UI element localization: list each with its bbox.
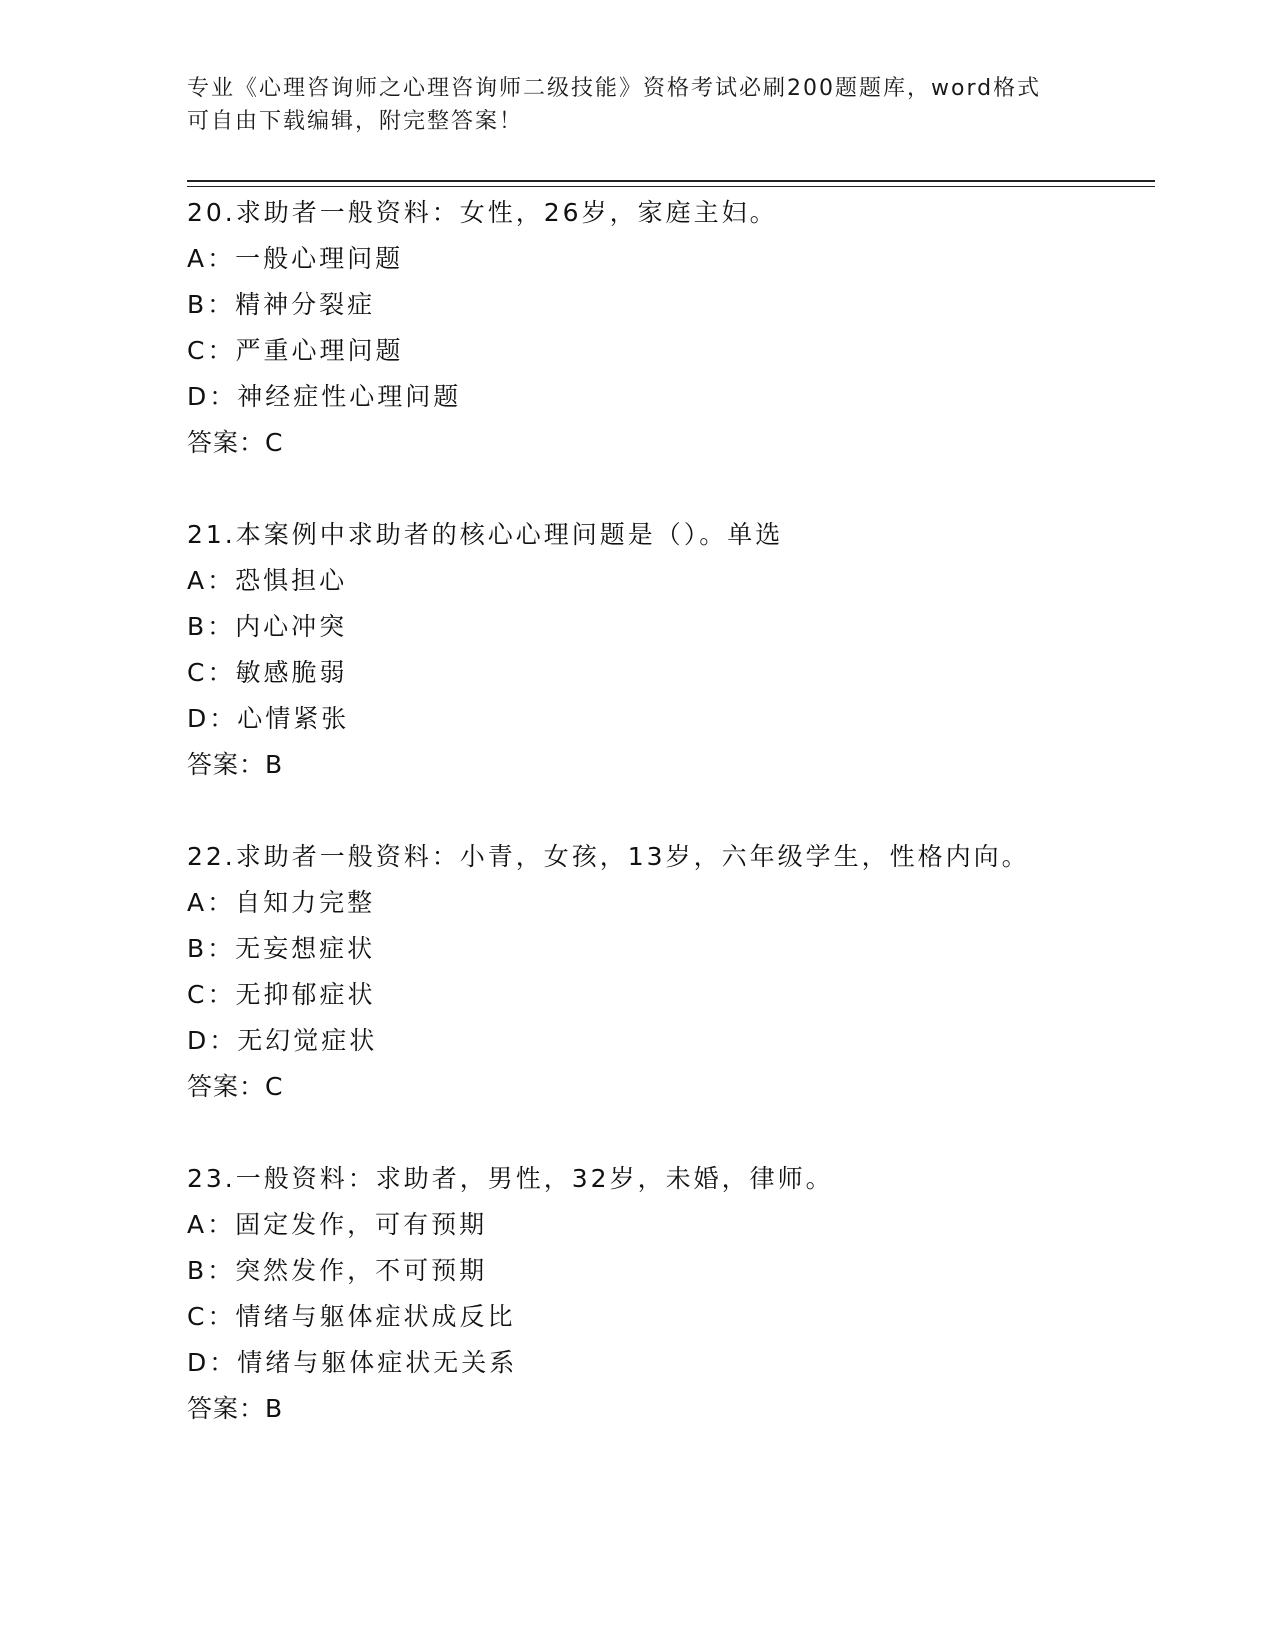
option-a: A：恐惧担心 xyxy=(187,566,348,595)
option-c: C：敏感脆弱 xyxy=(187,658,348,687)
option-d: D：心情紧张 xyxy=(187,704,350,733)
question-block xyxy=(187,1156,1147,1432)
question-title: 20.求助者一般资料：女性，26岁，家庭主妇。 xyxy=(187,198,778,227)
option-b: B：精神分裂症 xyxy=(187,290,376,319)
option-c: C：情绪与躯体症状成反比 xyxy=(187,1302,516,1331)
header-divider-thin xyxy=(187,186,1155,187)
question-spacer xyxy=(187,466,1147,512)
option-a: A：固定发作，可有预期 xyxy=(187,1210,488,1239)
answer-line: 答案：B xyxy=(187,750,284,779)
header-line-2: 可自由下载编辑，附完整答案！ xyxy=(187,109,524,134)
option-b: B：内心冲突 xyxy=(187,612,348,641)
option-c: C：无抑郁症状 xyxy=(187,980,376,1009)
option-d: D：神经症性心理问题 xyxy=(187,382,462,411)
question-block xyxy=(187,190,1147,466)
option-c: C：严重心理问题 xyxy=(187,336,404,365)
answer-line: 答案：C xyxy=(187,1072,284,1101)
option-d: D：无幻觉症状 xyxy=(187,1026,378,1055)
question-list xyxy=(187,190,1147,1432)
document-header xyxy=(187,72,1087,138)
option-a: A：一般心理问题 xyxy=(187,244,404,273)
question-title: 21.本案例中求助者的核心心理问题是（）。单选 xyxy=(187,520,784,549)
header-divider-thick xyxy=(187,180,1155,182)
header-line-1: 专业《心理咨询师之心理咨询师二级技能》资格考试必刷200题题库，word格式 xyxy=(187,76,1042,101)
question-block xyxy=(187,834,1147,1110)
option-b: B：无妄想症状 xyxy=(187,934,376,963)
answer-line: 答案：B xyxy=(187,1394,284,1423)
question-title: 23.一般资料：求助者，男性，32岁，未婚，律师。 xyxy=(187,1164,834,1193)
option-d: D：情绪与躯体症状无关系 xyxy=(187,1348,518,1377)
question-title: 22.求助者一般资料：小青，女孩，13岁，六年级学生，性格内向。 xyxy=(187,842,1030,871)
question-spacer xyxy=(187,1110,1147,1156)
question-spacer xyxy=(187,788,1147,834)
option-b: B：突然发作，不可预期 xyxy=(187,1256,488,1285)
option-a: A：自知力完整 xyxy=(187,888,376,917)
answer-line: 答案：C xyxy=(187,428,284,457)
question-block xyxy=(187,512,1147,788)
